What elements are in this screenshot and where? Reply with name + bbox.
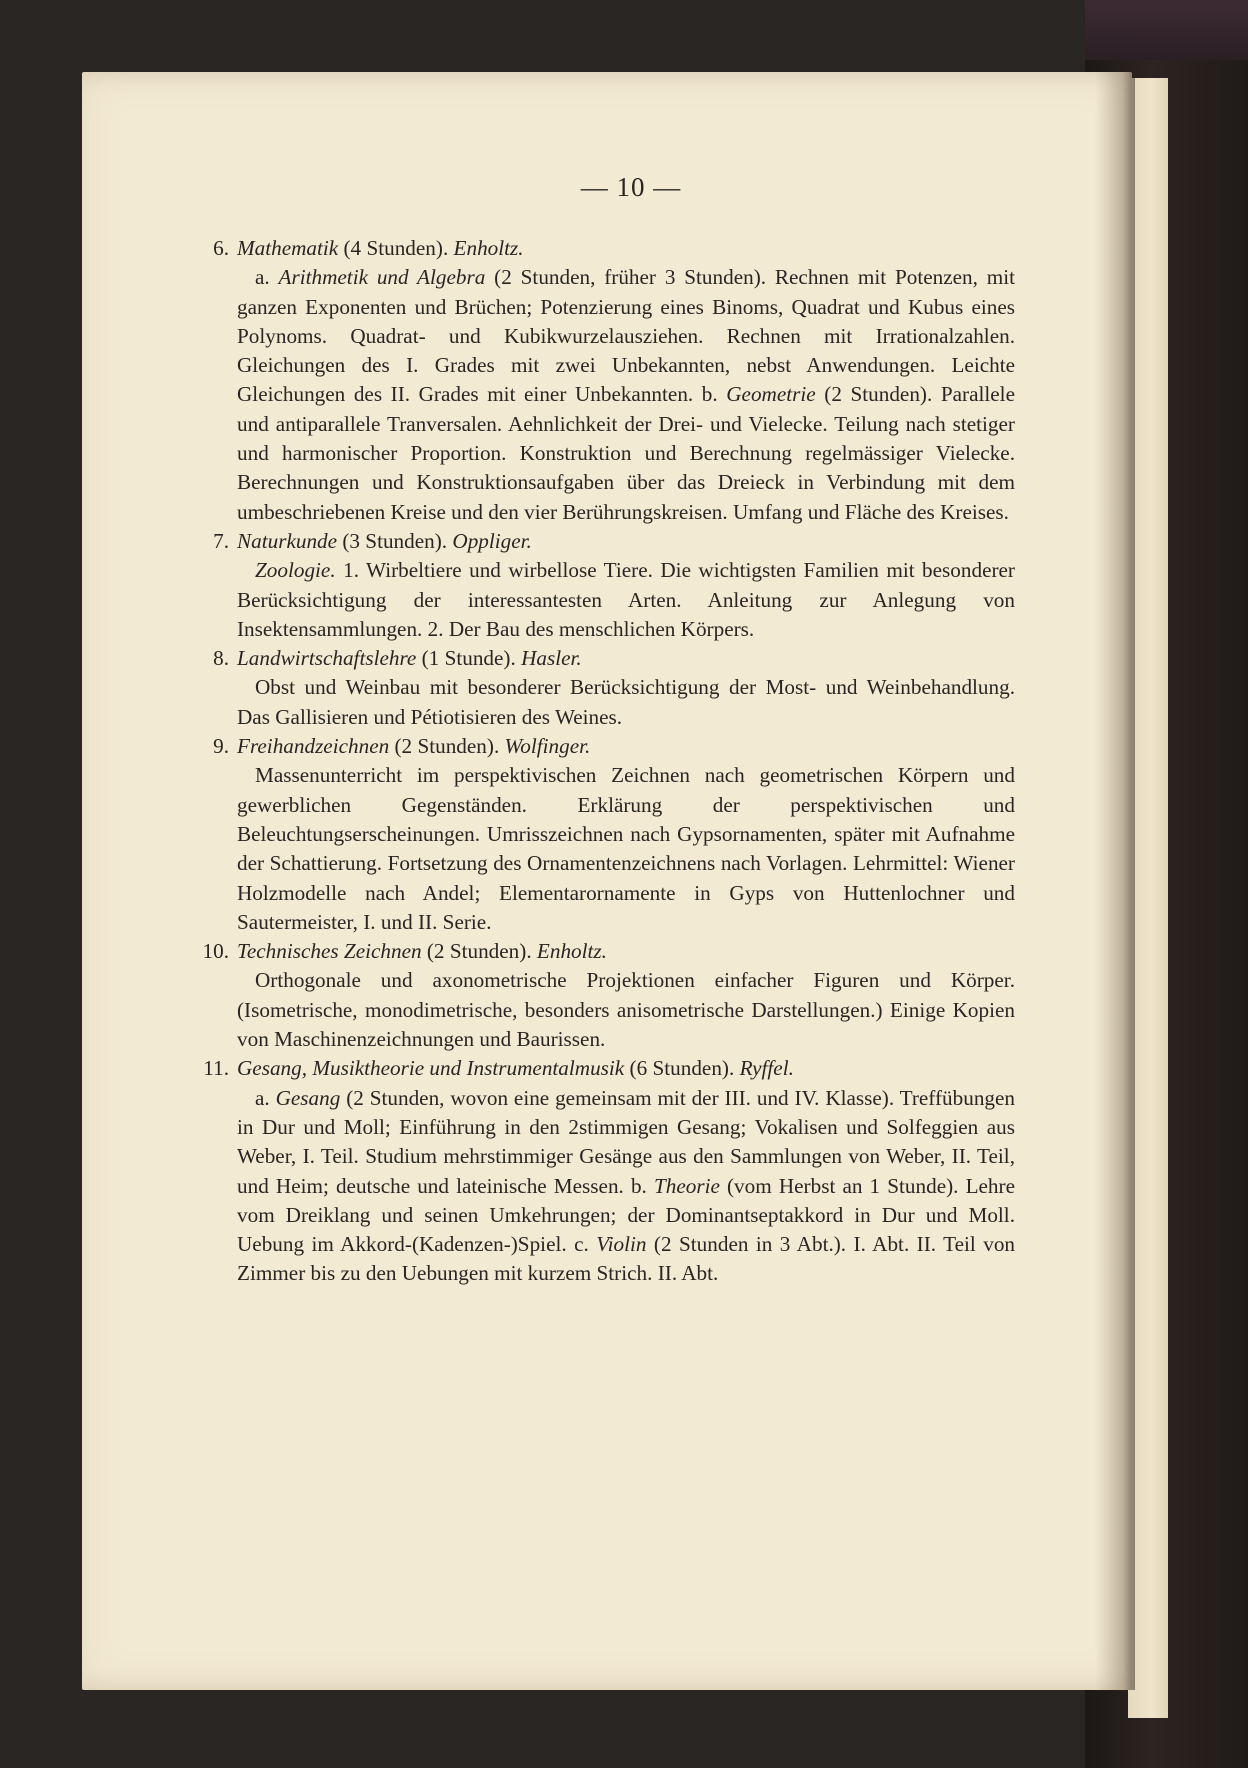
body-text: Obst und Weinbau mit besonderer Berücksichtigung der Most- und Weinbehandlung. Das Gallisieren und Pétiotisieren des Weines.: [237, 675, 1015, 729]
page-number: — 10 —: [580, 172, 682, 202]
entry-description: [237, 263, 1015, 527]
entry-number: 11.: [203, 1056, 229, 1081]
entry-heading: [203, 1054, 1015, 1083]
entry-number: 9.: [213, 734, 229, 759]
body-text: (2 Stunden in 3 Abt.). I. Abt. II. Teil von Zimmer bis zu den Uebungen mit kurzem Strich. II. Abt.: [237, 1232, 1016, 1286]
binding-cloth: [1085, 0, 1248, 60]
entry-hours: (2 Stunden).: [389, 734, 505, 759]
entry-heading: [213, 644, 1015, 673]
body-text: (2 Stunden, früher 3 Stunden). Rechnen mit Potenzen, mit ganzen Exponenten und Brüchen; Potenzierung eines Binoms, Quadrat und Kubus eines Polynoms. Quadrat- und Kubikwurzelausziehen. Rechnen mit Irrationalzahlen. Gleichungen des I. Grades mit zwei Unbekannten, nebst Anwendungen. Leichte Gleichungen des II. Grades mit einer Unbekannten. b.: [237, 265, 1015, 407]
body-text: a.: [255, 265, 279, 290]
entry-hours: (2 Stunden).: [421, 939, 537, 964]
entry-teacher: Oppliger.: [452, 528, 532, 553]
emphasis-text: Geometrie: [726, 382, 816, 407]
entry-description: [237, 761, 1015, 937]
entry-subject: Naturkunde: [237, 528, 338, 553]
emphasis-text: Violin: [596, 1232, 647, 1257]
entry-teacher: Wolfinger.: [504, 734, 591, 759]
curriculum-entry: [213, 644, 1015, 732]
entry-hours: (3 Stunden).: [337, 528, 453, 553]
page-gutter-shadow: [1095, 72, 1135, 1690]
entry-subject: Landwirtschaftslehre: [237, 646, 417, 671]
entry-hours: (1 Stunde).: [416, 646, 522, 671]
body-text: Orthogonale und axonometrische Projektionen einfacher Figuren und Körper. (Isometrische, monodimetrische, besonders anisometrische Darstellungen.) Einige Kopien von Maschinenzeichnungen und Baurissen.: [237, 968, 1015, 1052]
entry-subject: Gesang, Musiktheorie und Instrumentalmusik: [237, 1056, 625, 1081]
entry-description: [237, 966, 1015, 1054]
emphasis-text: Theorie: [653, 1173, 720, 1198]
entry-heading: [213, 732, 1015, 761]
entry-teacher: Hasler.: [521, 646, 582, 671]
emphasis-text: Arithmetik und Algebra: [278, 265, 486, 290]
entry-description: [237, 556, 1015, 644]
entry-number: 10.: [202, 939, 229, 964]
body-text: (2 Stunden, wovon eine gemeinsam mit der III. und IV. Klasse). Treffübungen in Dur und Moll; Einführung in den 2stimmigen Gesang; Vokalisen und Solfeggien aus Weber, I. Teil. Studium mehrstimmiger Gesänge aus den Sammlungen von Weber, II. Teil, und Heim; deutsche und lateinische Messen. b.: [237, 1085, 1016, 1198]
body-text: (2 Stunden). Parallele und antiparallele Tranversalen. Aehnlichkeit der Drei- und Vielecke. Teilung nach stetiger und harmonischer Proportion. Konstruktion und Berechnung regelmässiger Vielecke. Berechnungen und Konstruktionsaufgaben über das Dreieck in Verbindung mit dem umbeschriebenen Kreise und den vier Berührungskreisen. Umfang und Fläche des Kreises.: [237, 382, 1015, 524]
entry-heading: [213, 234, 1015, 263]
entry-hours: (6 Stunden).: [624, 1056, 740, 1081]
emphasis-text: Zoologie.: [255, 558, 336, 583]
curriculum-entry: [213, 732, 1015, 937]
entry-number: 6.: [213, 236, 229, 260]
entry-description: [237, 1084, 1015, 1289]
curriculum-entry: [213, 234, 1015, 527]
entry-subject: Technisches Zeichnen: [237, 939, 422, 964]
entry-subject: Freihandzeichnen: [237, 734, 390, 759]
entry-subject: Mathematik: [237, 236, 339, 260]
entry-number: 8.: [213, 646, 229, 671]
body-text: a.: [255, 1085, 276, 1110]
entry-heading: [202, 937, 1015, 966]
entry-teacher: Ryffel.: [739, 1056, 794, 1081]
curriculum-entry: [202, 937, 1015, 1054]
curriculum-entry: [213, 527, 1015, 644]
entry-description: [237, 673, 1015, 732]
body-text: (vom Herbst an 1 Stunde). Lehre vom Dreiklang und seinen Umkehrungen; der Dominantseptakkord in Dur und Moll. Uebung im Akkord-(Kadenzen-)Spiel. c.: [237, 1173, 1015, 1257]
curriculum-entry: [203, 1054, 1016, 1288]
page-content: [202, 234, 1016, 1289]
entry-hours: (4 Stunden).: [338, 236, 454, 260]
emphasis-text: Gesang: [275, 1085, 341, 1110]
entry-number: 7.: [213, 528, 229, 553]
entry-teacher: Enholtz.: [536, 939, 607, 964]
entry-teacher: Enholtz.: [453, 236, 524, 260]
entry-heading: [213, 527, 1015, 556]
body-text: Massenunterricht im perspektivischen Zeichnen nach geometrischen Körpern und gewerblichen Gegenständen. Erklärung der perspektivischen und Beleuchtungserscheinungen. Umrisszeichnen nach Gypsornamenten, später mit Aufnahme der Schattierung. Fortsetzung des Ornamentenzeichnens nach Vorlagen. Lehrmittel: Wiener Holzmodelle nach Andel; Elementarornamente in Gyps von Huttenlochner und Sautermeister, I. und II. Serie.: [237, 763, 1015, 934]
body-text: 1. Wirbeltiere und wirbellose Tiere. Die wichtigsten Familien mit besonderer Berücksichtigung der interessantesten Arten. Anleitung zur Anlegung von Insektensammlungen. 2. Der Bau des menschlichen Körpers.: [237, 558, 1015, 641]
